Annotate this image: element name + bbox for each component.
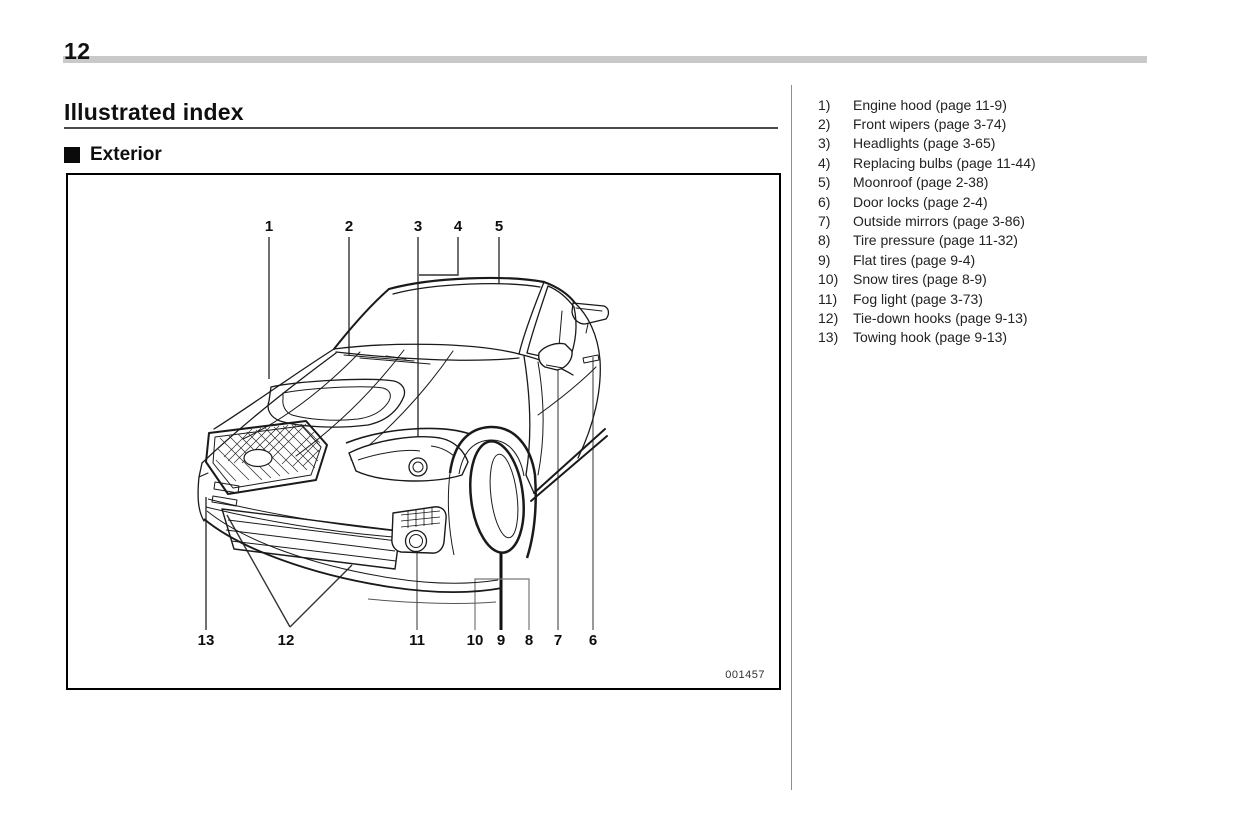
- hood-scoop: [268, 379, 404, 427]
- callout-3: 3: [413, 218, 423, 235]
- index-item-label: Towing hook (page 9-13): [853, 329, 1008, 346]
- tire: [464, 438, 529, 556]
- car-line-drawing: [68, 175, 779, 688]
- page-number: 12: [64, 38, 91, 64]
- index-item: [818, 134, 1178, 153]
- index-item: [818, 231, 1178, 250]
- index-item-number: 2): [818, 116, 831, 133]
- index-item-label: Outside mirrors (page 3-86): [853, 213, 1025, 230]
- index-item: [818, 114, 1178, 133]
- callout-10: 10: [466, 632, 484, 649]
- index-item-number: 3): [818, 135, 831, 152]
- page-title: Illustrated index: [64, 99, 244, 125]
- callout-2: 2: [344, 218, 354, 235]
- index-item: [818, 211, 1178, 230]
- index-item-number: 10): [818, 271, 839, 288]
- callout-12: 12: [277, 632, 295, 649]
- title-underline: [64, 127, 778, 129]
- index-item: [818, 192, 1178, 211]
- callout-9: 9: [496, 632, 506, 649]
- door-handle: [583, 355, 599, 363]
- exterior-figure: [66, 173, 781, 690]
- index-item: [818, 173, 1178, 192]
- index-item: [818, 308, 1178, 327]
- index-item: [818, 250, 1178, 269]
- page-header-bar: [63, 56, 1147, 63]
- index-item: [818, 95, 1178, 114]
- fog-light: [392, 507, 446, 553]
- index-item: [818, 270, 1178, 289]
- index-item-label: Moonroof (page 2-38): [853, 174, 989, 191]
- section-heading: [64, 144, 162, 166]
- index-item-label: Fog light (page 3-73): [853, 290, 983, 307]
- index-item-number: 6): [818, 193, 831, 210]
- section-title: Exterior: [90, 144, 162, 165]
- index-item-number: 8): [818, 232, 831, 249]
- index-item-label: Tie-down hooks (page 9-13): [853, 309, 1028, 326]
- index-item-label: Door locks (page 2-4): [853, 193, 988, 210]
- index-item-number: 5): [818, 174, 831, 191]
- index-item-number: 4): [818, 154, 831, 171]
- callout-11: 11: [409, 632, 425, 649]
- column-divider: [791, 85, 792, 790]
- index-list: [818, 95, 1178, 347]
- callout-7: 7: [553, 632, 563, 649]
- callout-8: 8: [524, 632, 534, 649]
- side-mirror: [539, 343, 572, 370]
- index-item-label: Tire pressure (page 11-32): [853, 232, 1018, 249]
- index-item-label: Flat tires (page 9-4): [853, 251, 976, 268]
- index-item: [818, 289, 1178, 308]
- index-item-label: Snow tires (page 8-9): [853, 271, 987, 288]
- leader-lines: [206, 237, 593, 630]
- index-item-number: 1): [818, 96, 831, 113]
- index-item: [818, 328, 1178, 347]
- index-item-number: 7): [818, 213, 831, 230]
- callout-5: 5: [494, 218, 504, 235]
- index-item-label: Headlights (page 3-65): [853, 135, 996, 152]
- callout-4: 4: [453, 218, 463, 235]
- figure-code: 001457: [725, 669, 765, 681]
- front-wheel: [448, 427, 535, 558]
- index-item-number: 13): [818, 329, 839, 346]
- subaru-badge: [244, 450, 272, 467]
- car-body: [198, 278, 608, 521]
- front-bumper: [204, 482, 502, 603]
- index-item-number: 12): [818, 309, 839, 326]
- index-item-label: Replacing bulbs (page 11-44): [853, 154, 1036, 171]
- headlight: [346, 428, 470, 480]
- callout-6: 6: [588, 632, 598, 649]
- index-item-label: Front wipers (page 3-74): [853, 116, 1007, 133]
- index-item-number: 11): [818, 290, 838, 307]
- section-bullet-square: [64, 147, 80, 163]
- callout-1: 1: [264, 218, 274, 235]
- callout-13: 13: [197, 632, 215, 649]
- index-item-number: 9): [818, 251, 831, 268]
- index-item: [818, 153, 1178, 172]
- index-item-label: Engine hood (page 11-9): [853, 96, 1007, 113]
- rear-spoiler: [572, 303, 608, 333]
- fog-lamp: [406, 531, 427, 552]
